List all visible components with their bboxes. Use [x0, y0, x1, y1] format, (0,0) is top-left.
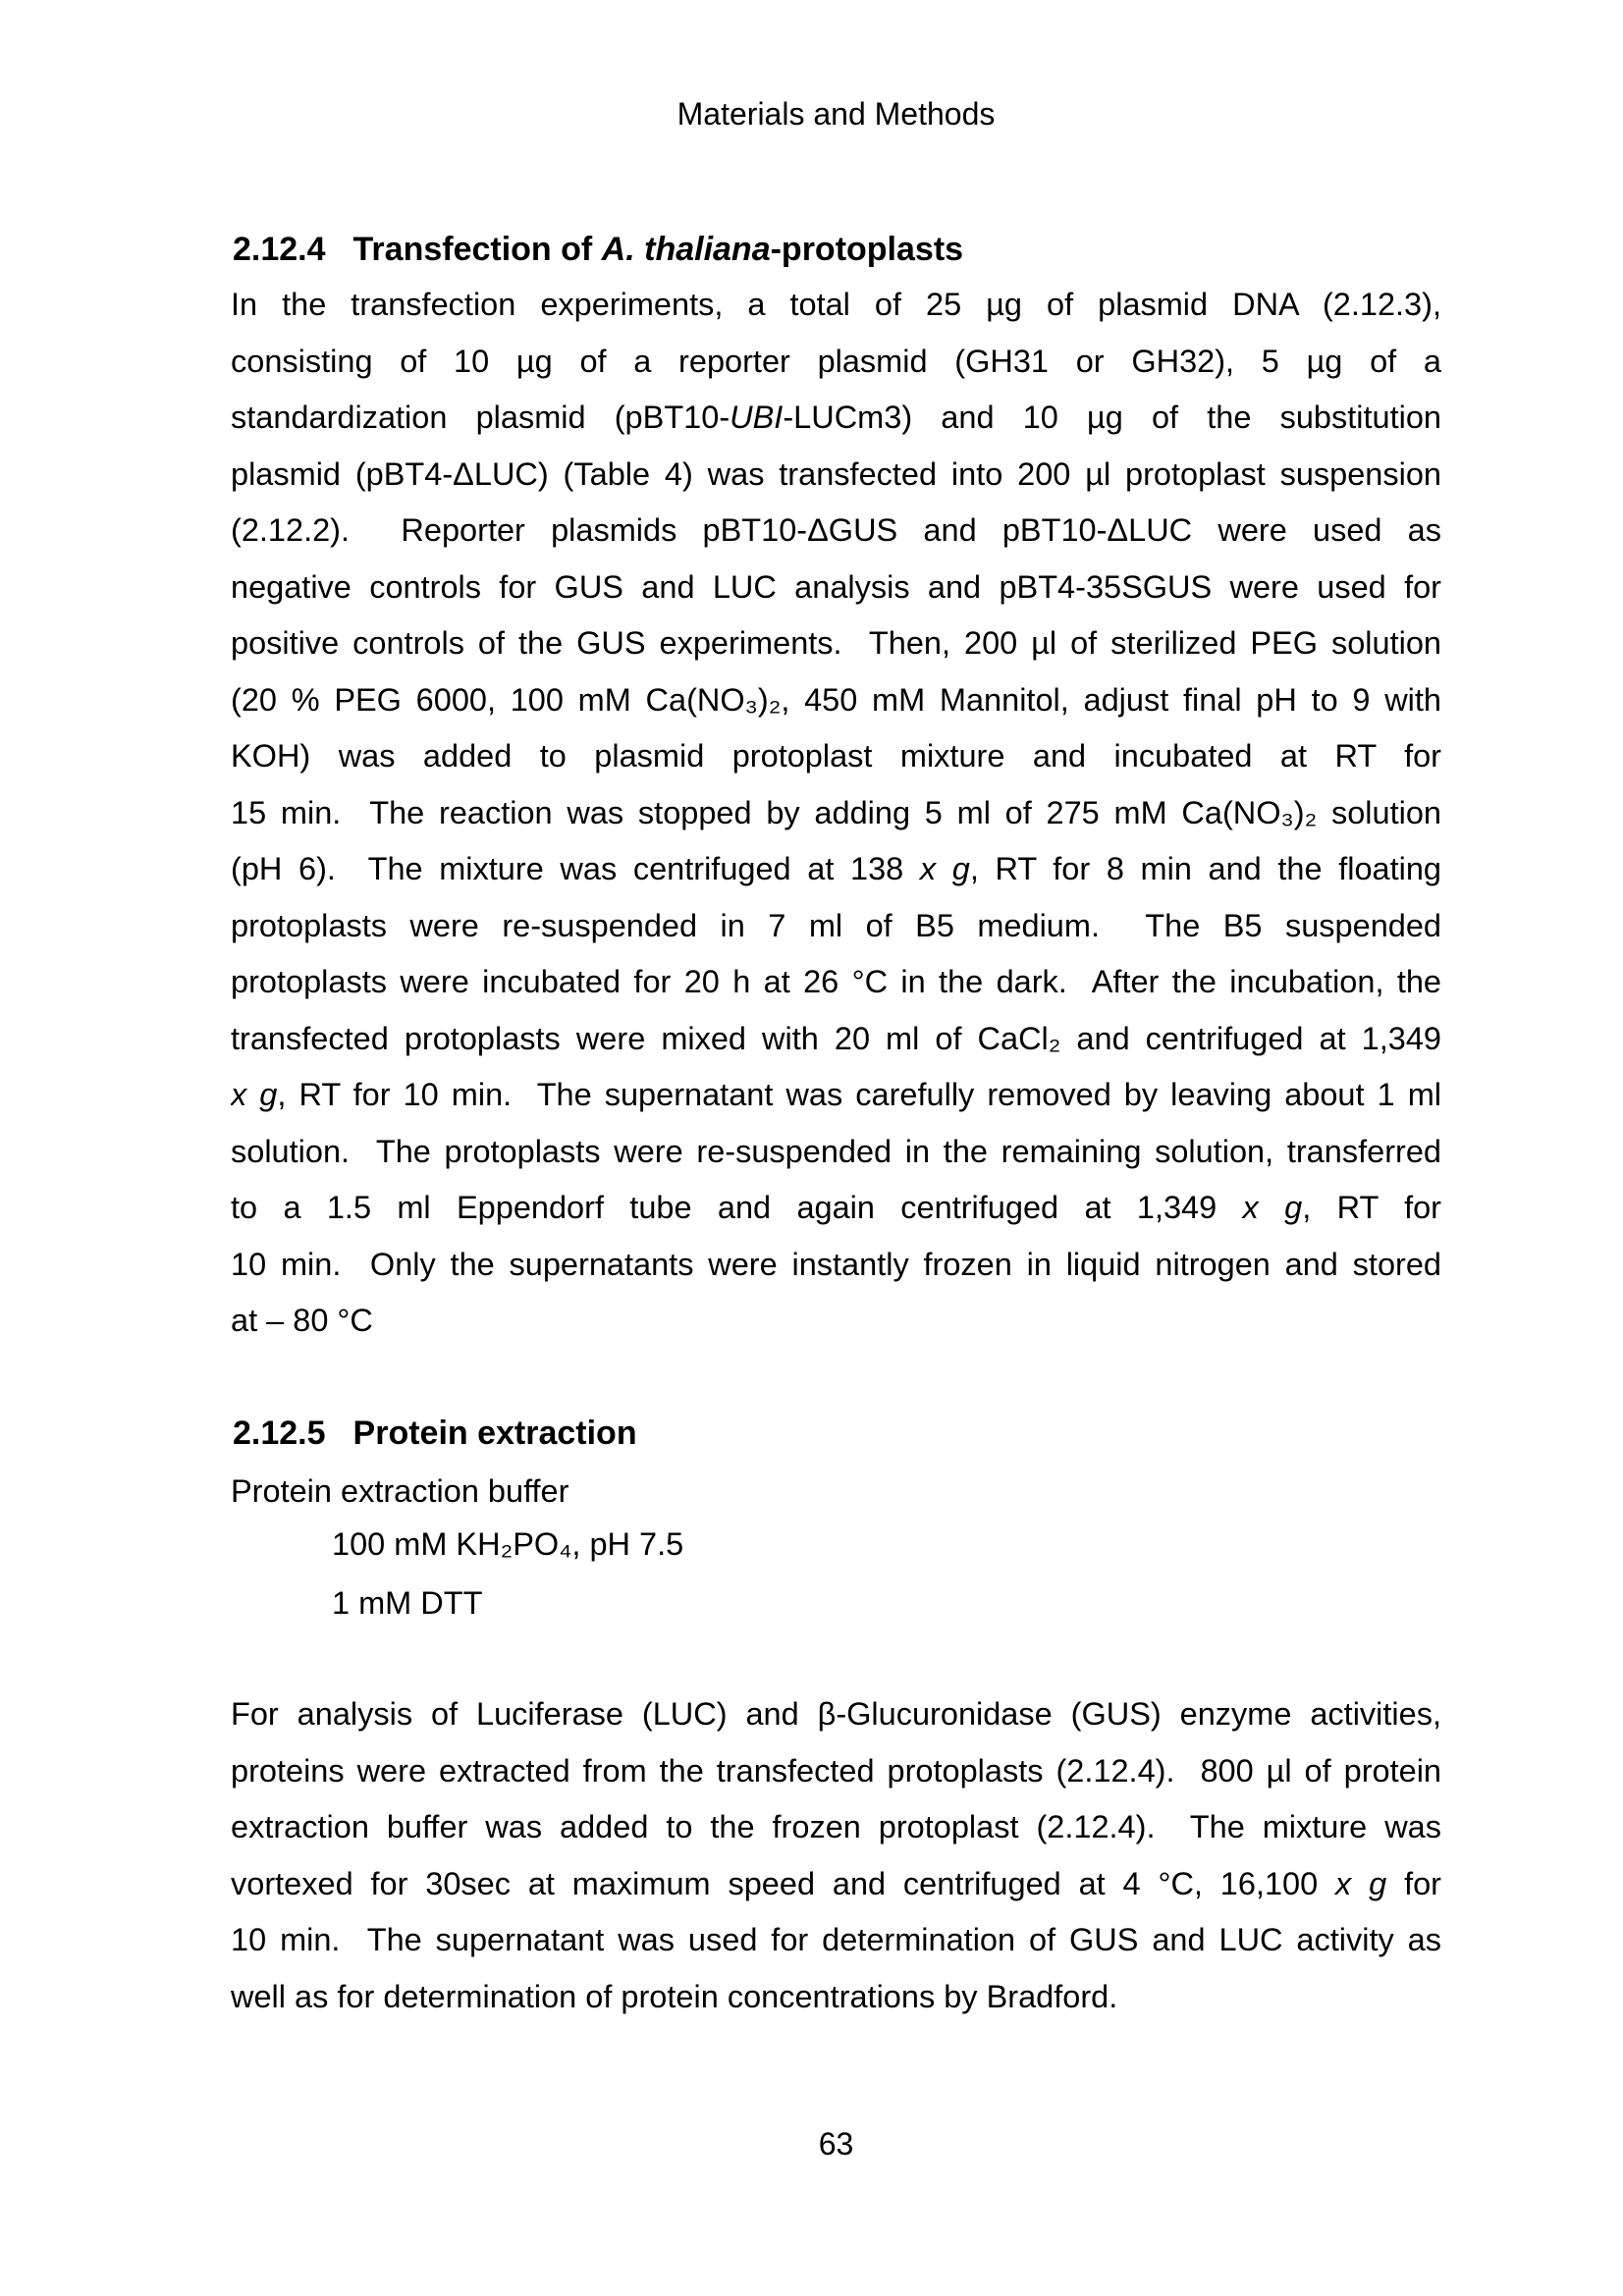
text-run: solution. The protoplasts were re-suspended in the remaining solution, transferred [231, 1133, 1441, 1169]
text-line [231, 277, 1441, 334]
text-run: (2.12.2). Reporter plasmids pBT10-ΔGUS and pBT10-ΔLUC were used as [231, 512, 1441, 548]
text-run: standardization plasmid (pBT10- [231, 400, 730, 435]
italic-text-run: A. thaliana [601, 231, 771, 268]
text-line [231, 841, 1441, 898]
text-run: , RT for [1302, 1190, 1441, 1225]
text-run: , RT for 10 min. The supernatant was carefully removed by leaving about 1 ml [277, 1077, 1441, 1112]
text-line [231, 1011, 1441, 1068]
text-line [231, 1067, 1441, 1124]
text-run: proteins were extracted from the transfected protoplasts (2.12.4). 800 µl of protein [231, 1752, 1441, 1789]
text-run: for [1386, 1865, 1441, 1901]
italic-text-run: UBI [730, 400, 784, 435]
text-run: protoplasts were incubated for 20 h at 26 °C in the dark. After the incubation, the [231, 964, 1441, 999]
text-run: In the transfection experiments, a total of 25 µg of plasmid DNA (2.12.3), [231, 287, 1441, 322]
running-header: Materials and Methods [676, 96, 996, 132]
text-line [231, 728, 1441, 785]
text-run: For analysis of Luciferase (LUC) and β-Glucuronidase (GUS) enzyme activities, [231, 1696, 1441, 1732]
text-line [231, 615, 1441, 672]
text-run: , RT for 8 min and the floating [969, 851, 1441, 886]
text-line [231, 1856, 1441, 1913]
text-run: plasmid (pBT4-ΔLUC) (Table 4) was transfected into 200 µl protoplast suspension [231, 455, 1441, 492]
text-line [231, 1912, 1441, 1969]
text-run: protoplasts were re-suspended in 7 ml of B5 medium. The B5 suspended [231, 907, 1441, 943]
section-title [353, 1414, 637, 1453]
text-run: Protein extraction [352, 1415, 637, 1452]
buffer-component-line: 1 mM DTT [332, 1585, 483, 1621]
text-run: -LUCm3) and 10 µg of the substitution [783, 400, 1441, 435]
text-line [231, 1293, 1441, 1350]
text-run: 10 min. Only the supernatants were instantly frozen in liquid nitrogen and stored [231, 1246, 1441, 1282]
text-line [231, 560, 1441, 616]
italic-text-run: x g [1335, 1865, 1387, 1901]
text-run: (20 % PEG 6000, 100 mM Ca(NO₃)₂, 450 mM Mannitol, adjust final pH to 9 with [231, 681, 1441, 718]
text-line [231, 898, 1441, 955]
italic-text-run: x g [231, 1077, 278, 1112]
text-run: 10 min. The supernatant was used for determination of GUS and LUC activity as [231, 1922, 1441, 1957]
text-run: 15 min. The reaction was stopped by adding 5 ml of 275 mM Ca(NO₃)₂ solution [231, 794, 1441, 830]
text-line [231, 1124, 1441, 1181]
text-line [231, 334, 1441, 391]
text-line [231, 1180, 1441, 1237]
text-line [231, 1799, 1441, 1856]
protein-buffer-intro-line: Protein extraction buffer [231, 1473, 569, 1509]
text-line [231, 954, 1441, 1011]
buffer-component-line: 100 mM KH₂PO₄, pH 7.5 [332, 1526, 684, 1562]
text-run: (pH 6). The mixture was centrifuged at 138 [231, 851, 920, 886]
text-line [231, 503, 1441, 560]
text-run: to a 1.5 ml Eppendorf tube and again centrifuged at 1,349 [231, 1190, 1243, 1225]
text-run: well as for determination of protein concentrations by Bradford. [231, 1978, 1118, 2014]
text-run: vortexed for 30sec at maximum speed and centrifuged at 4 °C, 16,100 [231, 1865, 1336, 1901]
section-number: 2.12.4 [233, 231, 326, 268]
page-number: 63 [818, 2126, 854, 2162]
section-number: 2.12.5 [233, 1415, 326, 1452]
text-run: positive controls of the GUS experiments. Then, 200 µl of sterilized PEG solution [231, 625, 1441, 661]
text-line [231, 1743, 1441, 1800]
section-heading-transfection [233, 230, 963, 269]
text-run: extraction buffer was added to the frozen protoplast (2.12.4). The mixture was [231, 1809, 1441, 1844]
paragraph-transfection [231, 277, 1441, 1350]
italic-text-run: x g [919, 851, 970, 886]
text-run: KOH) was added to plasmid protoplast mixture and incubated at RT for [231, 738, 1441, 774]
text-line [231, 785, 1441, 842]
text-line [231, 390, 1441, 447]
text-line [231, 1969, 1441, 2026]
paragraph-protein-extraction [231, 1686, 1441, 2025]
text-run: transfected protoplasts were mixed with 20 ml of CaCl₂ and centrifuged at 1,349 [231, 1020, 1441, 1056]
text-run: consisting of 10 µg of a reporter plasmid (GH31 or GH32), 5 µg of a [231, 343, 1441, 379]
italic-text-run: x g [1242, 1190, 1303, 1225]
text-line [231, 447, 1441, 504]
section-heading-protein-extraction [233, 1414, 637, 1453]
text-run: -protoplasts [770, 231, 964, 268]
text-line [231, 672, 1441, 729]
text-run: at – 80 °C [231, 1303, 373, 1338]
section-title [353, 230, 964, 269]
text-line [231, 1237, 1441, 1294]
text-run: negative controls for GUS and LUC analysis and pBT4-35SGUS were used for [231, 568, 1441, 605]
text-run: Transfection of [352, 231, 602, 268]
text-line [231, 1686, 1441, 1743]
